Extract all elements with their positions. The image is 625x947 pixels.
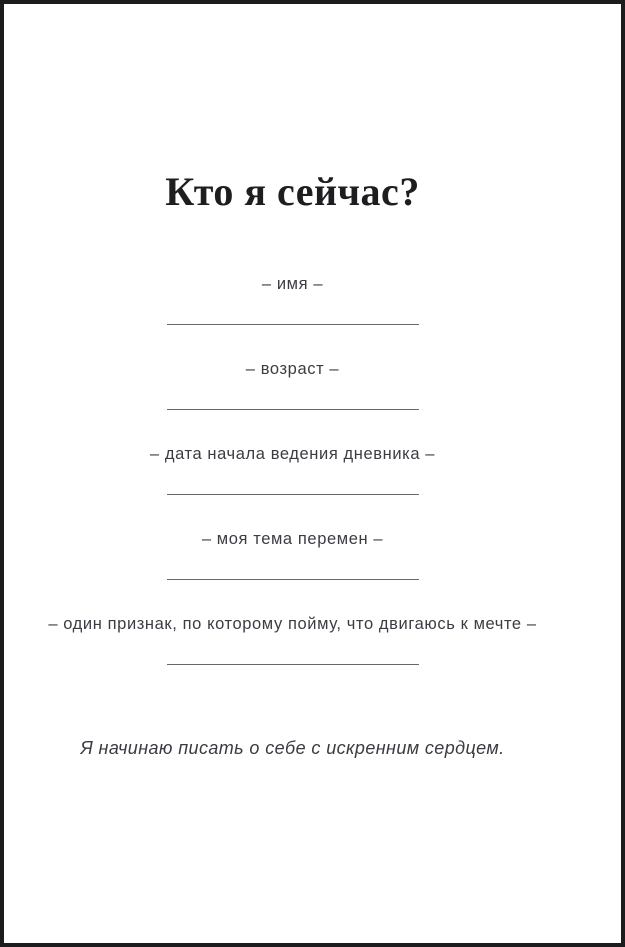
fill-in-line [167, 579, 419, 580]
field-name [4, 274, 581, 325]
fill-in-line [167, 494, 419, 495]
field-change-theme [4, 529, 581, 580]
page-title: Кто я сейчас? [165, 169, 420, 214]
field-diary-start-date [4, 444, 581, 495]
field-label-age: – возраст – [245, 360, 340, 378]
field-age [4, 359, 581, 410]
fill-in-line [167, 409, 419, 410]
field-label-diary-start-date: – дата начала ведения дневника – [149, 445, 436, 463]
field-label-change-theme: – моя тема перемен – [201, 530, 384, 548]
field-label-name: – имя – [261, 275, 324, 293]
field-dream-progress-sign [4, 614, 581, 665]
fill-in-form [4, 274, 581, 665]
journal-page [4, 4, 621, 943]
closing-affirmation: Я начинаю писать о себе с искренним сердцем. [80, 738, 505, 758]
field-label-dream-progress-sign: – один признак, по которому пойму, что двигаюсь к мечте – [48, 615, 537, 633]
fill-in-line [167, 324, 419, 325]
fill-in-line [167, 664, 419, 665]
